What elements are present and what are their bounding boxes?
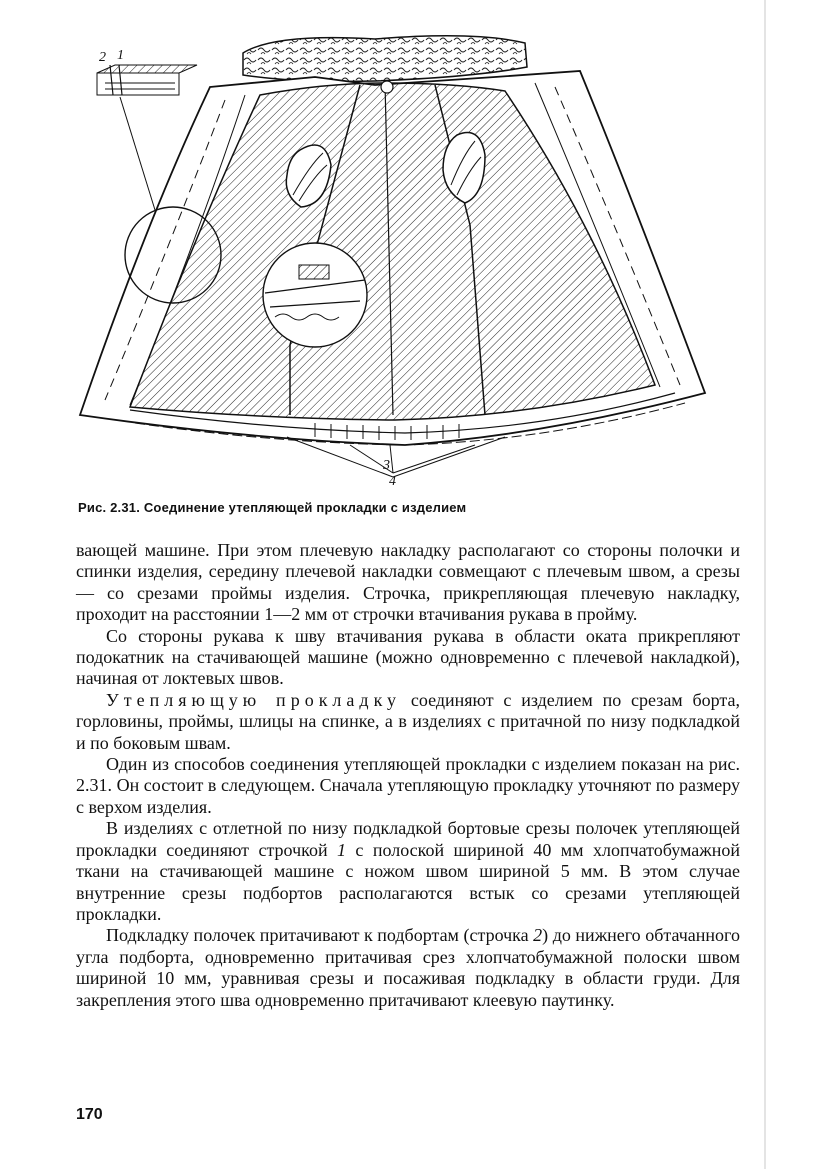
- paragraph-6-text-b: ) до нижнего обтачанного угла подборта, одновременно притачивая срез хлопчатобумажной полоски швом шириной 10 мм, уравнивая срезы и посаживая подкладку в области груди. Для закрепления этого шва одновременно притачивают клеевую паутинку.: [76, 925, 740, 1010]
- paragraph-3-text: соединяют с изделием по срезам борта, горловины, проймы, шлицы на спинке, а в изделиях с притачной по низу подкладкой и по боковым швам.: [76, 689, 741, 753]
- callout-2: 2: [99, 50, 106, 65]
- paragraph-6-text-a: Подкладку полочек притачивают к подбортам (строчка: [106, 925, 534, 946]
- garment-illustration: [75, 25, 745, 495]
- detail-circle-large: [125, 207, 221, 303]
- body-text: [76, 540, 740, 1011]
- paragraph-3: [76, 690, 740, 754]
- stitch-ref-2: 2: [533, 925, 543, 946]
- callout-1: 1: [117, 48, 124, 63]
- paragraph-2: Со стороны рукава к шву втачивания рукава в области оката прикрепляют подокатник на стачивающей машине (можно одновременно с плечевой накладкой), начиная от локтевых швов.: [76, 625, 740, 689]
- paragraph-5: [76, 818, 740, 925]
- callout-3: 3: [383, 458, 390, 473]
- paragraph-5-text-a: В изделиях с отлетной по низу подкладкой бортовые срезы полочек утепляющей прокладки соединяют строчкой: [76, 818, 740, 860]
- detail-circle-small: [263, 243, 367, 347]
- figure-2-31: [75, 25, 745, 495]
- paragraph-1: вающей машине. При этом плечевую накладку располагают со стороны полочки и спинки изделия, середину плечевой накладки совмещают с плечевым швом, а срезы — со срезами проймы изделия. Строчка, прикрепляющая плечевую накладку, проходит на расстоянии 1—2 мм от строчки втачивания рукава в пройму.: [76, 540, 740, 625]
- paragraph-6: [76, 925, 740, 1011]
- page-number: 170: [76, 1106, 103, 1123]
- callout-4: 4: [389, 474, 396, 489]
- figure-caption: Рис. 2.31. Соединение утепляющей прокладки с изделием: [78, 500, 467, 515]
- paragraph-5-text-b: с полоской шириной 40 мм хлопчатобумажной ткани на стачивающей машине с ножом швом шириной 5 мм. В этом случае внутренние срезы подбортов располагаются встык со срезами утепляющей прокладки.: [76, 839, 740, 924]
- spaced-term: Утепляющую прокладку: [106, 689, 402, 710]
- inset-detail: [97, 65, 197, 95]
- page-edge: [764, 0, 766, 1169]
- stitch-ref-1: 1: [337, 839, 347, 860]
- fur-collar: [243, 36, 527, 82]
- paragraph-4: Один из способов соединения утепляющей прокладки с изделием показан на рис. 2.31. Он состоит в следующем. Сначала утепляющую прокладку уточняют по размеру с верхом изделия.: [76, 754, 740, 817]
